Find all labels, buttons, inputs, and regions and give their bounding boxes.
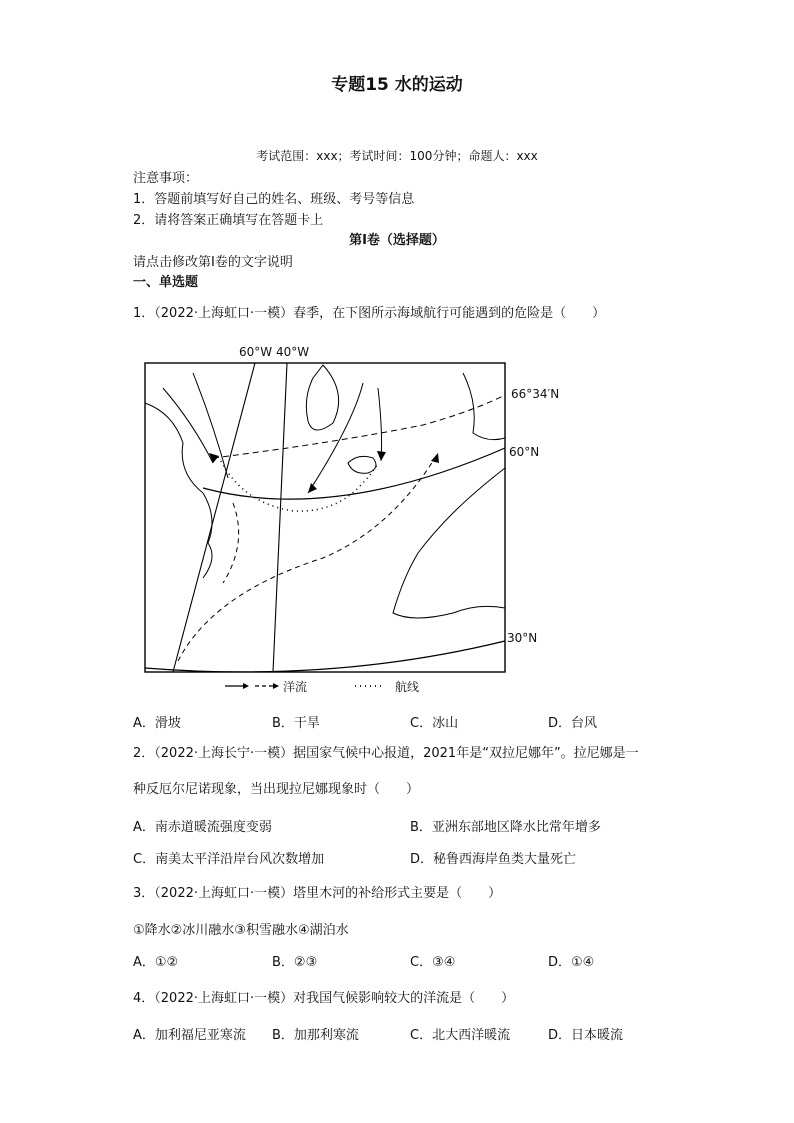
notice-heading: 注意事项： bbox=[133, 171, 199, 186]
question-3-choices: ①降水②冰川融水③积雪融水④湖泊水 bbox=[133, 923, 349, 938]
map-latitude-label: 60°N bbox=[509, 445, 540, 459]
option-d[interactable]: D．秘鲁西海岸鱼类大量死亡 bbox=[410, 852, 577, 867]
option-c[interactable]: C．③④ bbox=[410, 955, 456, 970]
option-c[interactable]: C．北大西洋暖流 bbox=[410, 1028, 511, 1043]
option-a[interactable]: A．①② bbox=[133, 955, 179, 970]
option-c[interactable]: C．南美太平洋沿岸台风次数增加 bbox=[133, 852, 325, 867]
notice-item: 2．请将答案正确填写在答题卡上 bbox=[133, 213, 324, 228]
exam-info: 考试范围：xxx；考试时间：100分钟；命题人：xxx bbox=[256, 149, 538, 163]
map-latitude-label: 66°34′N bbox=[511, 387, 560, 401]
map-latitude-label: 30°N bbox=[507, 631, 538, 645]
option-b[interactable]: B．②③ bbox=[272, 955, 318, 970]
legend-current-label: 洋流 bbox=[283, 680, 308, 694]
question-1-stem: 1．（2022·上海虹口·一模）春季，在下图所示海域航行可能遇到的危险是（ ） bbox=[133, 306, 606, 321]
option-a[interactable]: A．南赤道暖流强度变弱 bbox=[133, 820, 272, 835]
option-d[interactable]: D．日本暖流 bbox=[548, 1028, 624, 1043]
volume-note: 请点击修改第I卷的文字说明 bbox=[133, 255, 293, 270]
question-3-stem: 3．（2022·上海虹口·一模）塔里木河的补给形式主要是（ ） bbox=[133, 886, 502, 901]
volume-title: 第I卷（选择题） bbox=[349, 233, 445, 248]
notice-item: 1．答题前填写好自己的姓名、班级、考号等信息 bbox=[133, 192, 415, 207]
option-a[interactable]: A．加利福尼亚寒流 bbox=[133, 1028, 246, 1043]
option-d[interactable]: D．台风 bbox=[548, 716, 598, 731]
map-longitude-label: 60°W 40°W bbox=[239, 345, 310, 359]
option-d[interactable]: D．①④ bbox=[548, 955, 595, 970]
ocean-current-map bbox=[133, 343, 560, 694]
section-title: 一、单选题 bbox=[133, 275, 199, 290]
option-a[interactable]: A．滑坡 bbox=[133, 716, 181, 731]
option-b[interactable]: B．亚洲东部地区降水比常年增多 bbox=[410, 820, 601, 835]
page-title: 专题15 水的运动 bbox=[331, 75, 463, 95]
option-b[interactable]: B．加那利寒流 bbox=[272, 1028, 359, 1043]
option-c[interactable]: C．冰山 bbox=[410, 716, 459, 731]
question-2-stem: 2．（2022·上海长宁·一模）据国家气候中心报道，2021年是“双拉尼娜年”。拉尼娜是一 bbox=[133, 746, 639, 761]
question-2-stem-cont: 种反厄尔尼诺现象，当出现拉尼娜现象时（ ） bbox=[133, 782, 420, 797]
option-b[interactable]: B．干旱 bbox=[272, 716, 320, 731]
legend-route-label: 航线 bbox=[395, 680, 420, 694]
question-4-stem: 4．（2022·上海虹口·一模）对我国气候影响较大的洋流是（ ） bbox=[133, 991, 515, 1006]
